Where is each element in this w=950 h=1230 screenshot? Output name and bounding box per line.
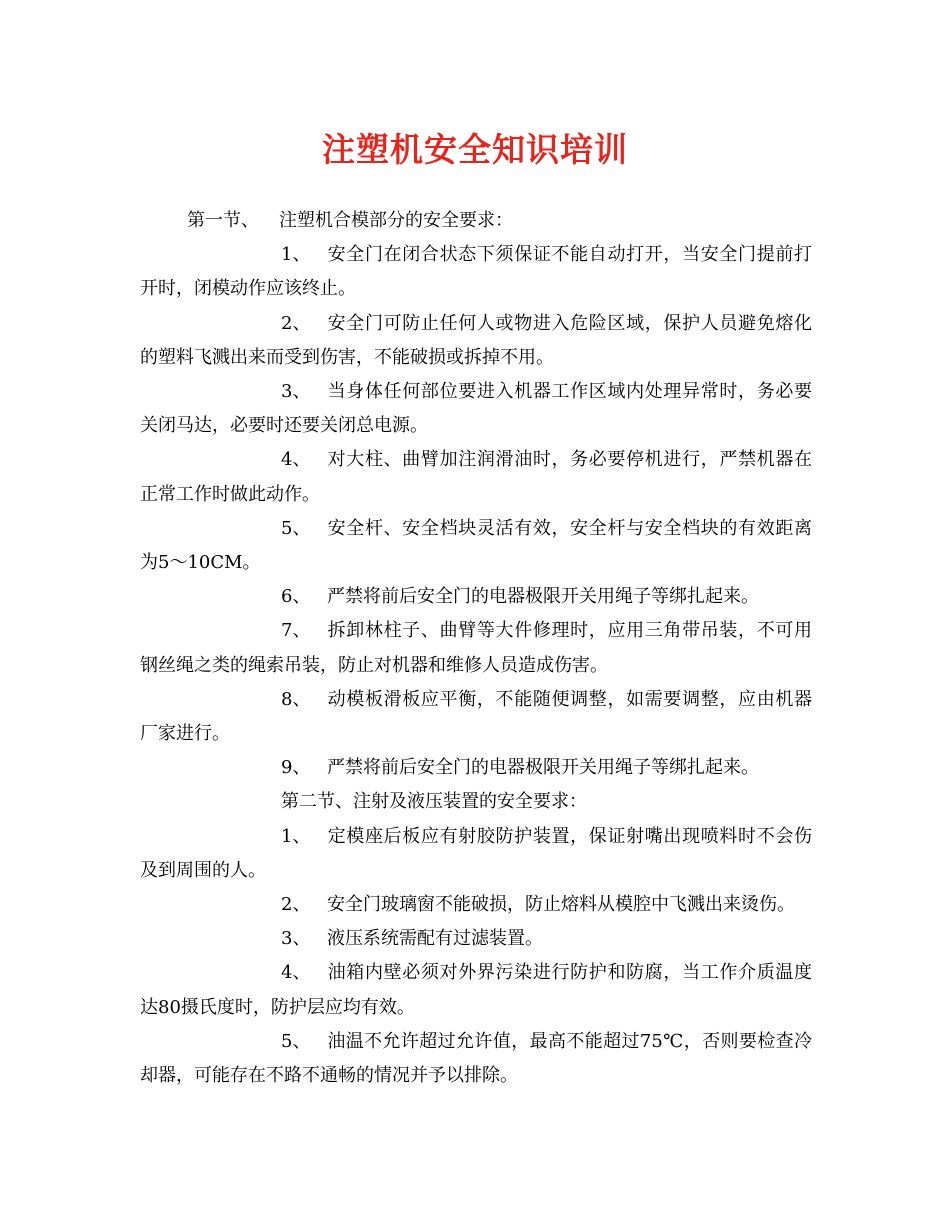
list-item (140, 888, 812, 922)
item-text: 安全门玻璃窗不能破损，防止熔料从模腔中飞溅出来烫伤。 (327, 894, 795, 916)
section-2-heading: 第二节、注射及液压装置的安全要求： (281, 791, 587, 813)
item-number: 5、 (281, 517, 311, 539)
document-body (140, 204, 812, 1093)
item-number: 3、 (281, 381, 311, 403)
item-number: 4、 (281, 449, 311, 471)
item-number: 2、 (281, 894, 311, 916)
item-text: 对大柱、曲臂加注润滑油时，务必要停机进行，严禁机器在正常工作时做此动作。 (140, 449, 812, 505)
item-number: 4、 (281, 962, 311, 984)
item-text: 安全杆、安全档块灵活有效，安全杆与安全档块的有效距离为5～10CM。 (140, 517, 812, 574)
item-number: 3、 (281, 928, 311, 950)
item-text: 严禁将前后安全门的电器极限开关用绳子等绑扎起来。 (327, 586, 759, 608)
section-1-heading (140, 204, 812, 238)
item-number: 6、 (281, 586, 311, 608)
list-item (140, 512, 812, 580)
item-text: 当身体任何部位要进入机器工作区域内处理异常时，务必要关闭马达，必要时还要关闭总电源。 (140, 381, 812, 437)
list-item (140, 956, 812, 1024)
list-item (140, 580, 812, 614)
item-text: 安全门可防止任何人或物进入危险区域，保护人员避免熔化的塑料飞溅出来而受到伤害，不能破损或拆掉不用。 (140, 312, 812, 368)
item-text: 拆卸林柱子、曲臂等大件修理时，应用三角带吊装，不可用钢丝绳之类的绳索吊装，防止对机器和维修人员造成伤害。 (140, 620, 812, 676)
section-heading-text: 注塑机合模部分的安全要求： (279, 210, 513, 231)
item-text: 动模板滑板应平衡，不能随便调整，如需要调整，应由机器厂家进行。 (140, 688, 812, 745)
item-number: 9、 (281, 757, 311, 779)
item-number: 1、 (281, 825, 311, 847)
list-item (140, 820, 812, 888)
item-number: 2、 (281, 312, 311, 334)
item-text: 油温不允许超过允许值，最高不能超过75℃，否则要检查冷却器，可能存在不路不通畅的情况并予以排除。 (140, 1030, 812, 1087)
item-text: 严禁将前后安全门的电器极限开关用绳子等绑扎起来。 (327, 757, 759, 779)
item-text: 油箱内壁必须对外界污染进行防护和防腐，当工作介质温度达80摄氏度时，防护层应均有效。 (140, 962, 812, 1018)
list-item (140, 614, 812, 682)
item-number: 1、 (281, 244, 311, 266)
item-text: 定模座后板应有射胶防护装置，保证射嘴出现喷料时不会伤及到周围的人。 (140, 825, 812, 881)
item-text: 安全门在闭合状态下须保证不能自动打开，当安全门提前打开时，闭模动作应该终止。 (140, 244, 812, 300)
item-number: 5、 (281, 1030, 311, 1052)
list-item (140, 238, 812, 306)
list-item (140, 1025, 812, 1093)
list-item (140, 375, 812, 443)
list-item (140, 683, 812, 751)
list-item (140, 751, 812, 785)
item-number: 7、 (281, 620, 311, 642)
document-title: 注塑机安全知识培训 (322, 130, 628, 169)
item-number: 8、 (281, 688, 311, 710)
list-item (140, 922, 812, 956)
section-number: 第一节、 (187, 210, 259, 231)
item-text: 液压系统需配有过滤装置。 (327, 928, 543, 950)
list-item (140, 443, 812, 511)
list-item (140, 307, 812, 375)
